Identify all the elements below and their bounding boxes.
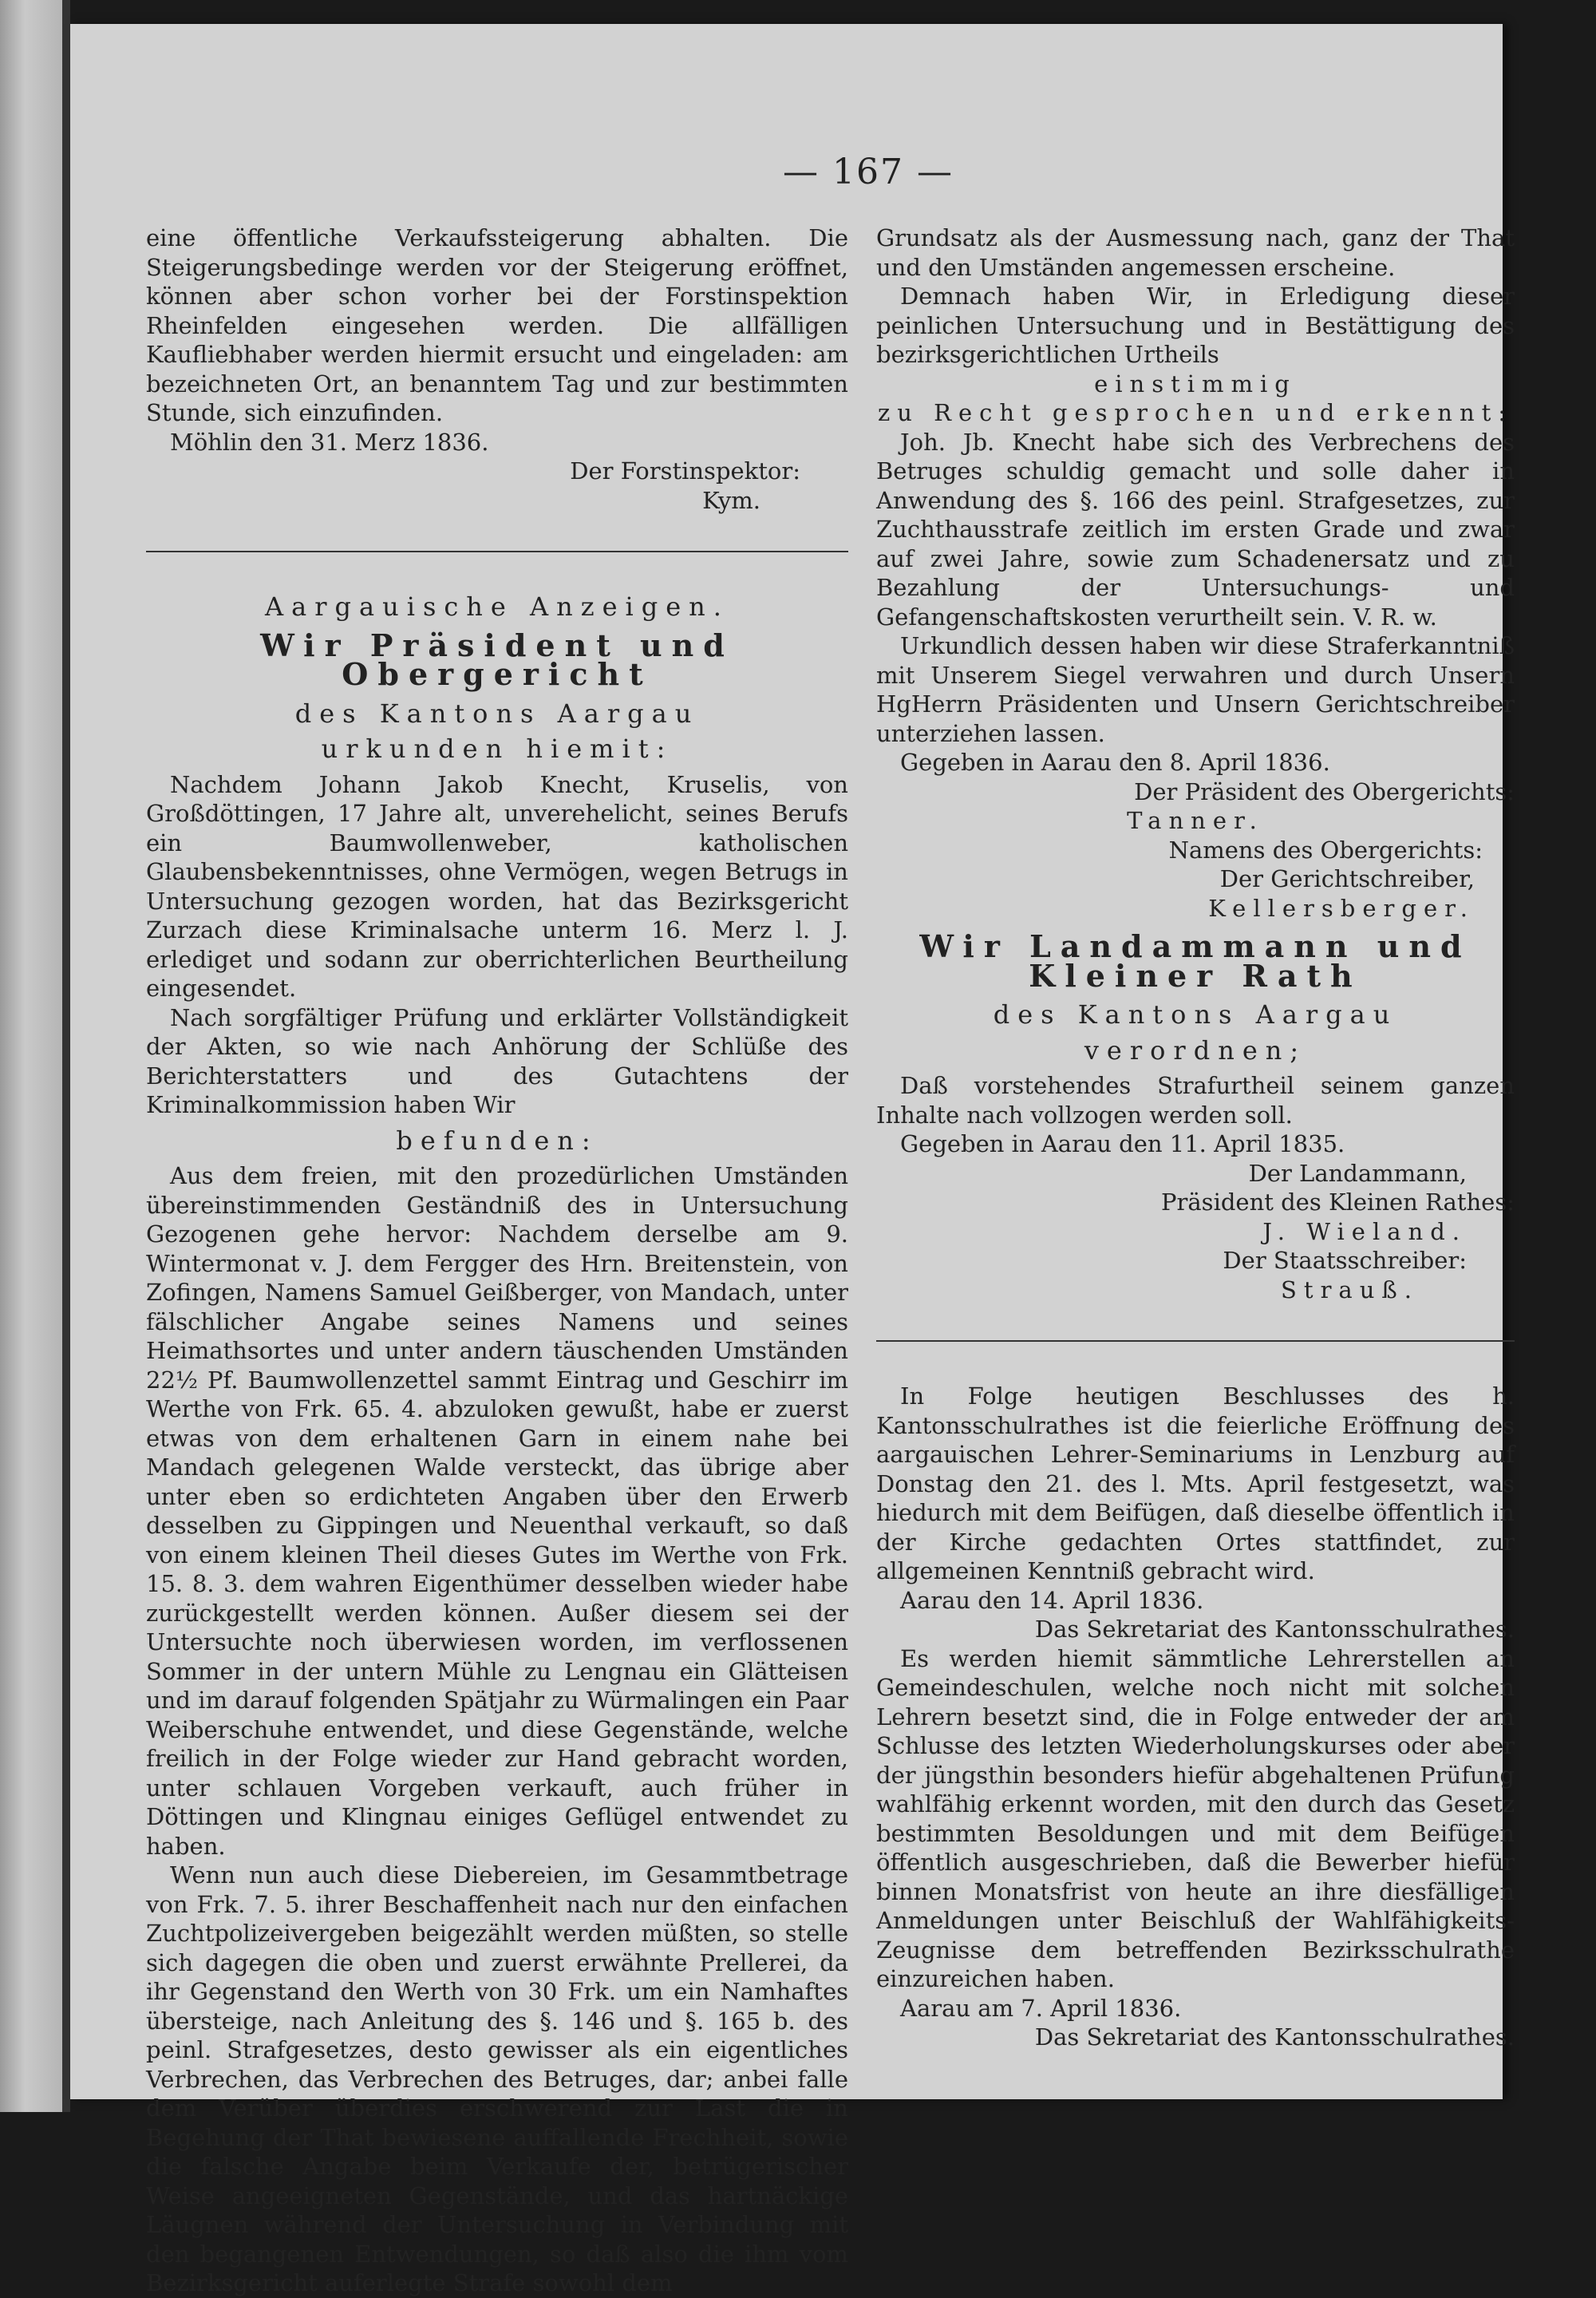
- paragraph: Wenn nun auch diese Diebereien, im Gesammtbetrage von Frk. 7. 5. ihrer Beschaffenheit nach nur den einfachen Zuchtpolizeivergeben beigezählt werden müßten, so stelle sich dagegen die oben und zuerst erwähnte Prellerei, da ihr Gegenstand den Werth von 30 Frk. um ein Namhaftes übersteige, nach Anleitung des §. 146 und §. 165 b. des peinl. Strafgesetzes, desto gewisser als ein eigentliches Verbrechen, das Verbrechen des Betruges, dar; anbei falle dem Verüber überdies erschwerend zur Last die in Begehung der That bewiesene auffallende Frechheit, sowie die falsche Angabe beim Verkaufe der, betrügerischer Weise angeeigneten Gegenstände, und das hartnäckige Läugnen während der Untersuchung in Verbindung mit den begangenen Entwendungen, so daß also die ihm vom Bezirksgericht auferlegte Strafe sowohl dem: [146, 1861, 848, 2296]
- paragraph: Demnach haben Wir, in Erledigung dieser peinlichen Untersuchung und in Bestättigung des bezirksgerichtlichen Urtheils: [876, 283, 1515, 368]
- paragraph: Aus dem freien, mit den prozedürlichen Umständen übereinstimmenden Geständniß des in Untersuchung Gezogenen gehe hervor: Nachdem derselbe am 9. Wintermonat v. J. dem Fergger des Hrn. Breitenstein, von Zofingen, Namens Samuel Geißberger, von Mandach, unter fälschlicher Angabe seines Namens und seines Heimathsortes und unter andern täuschenden Umständen 22½ Pf. Baumwollenzettel sammt Eintrag und Geschirr im Werthe von Frk. 65. 4. abzuloken gewußt, habe er zuerst etwas von dem erhaltenen Garn in einem nahe bei Mandach gelegenen Walde versteckt, das übrige aber unter eben so erdichteten Angaben über den Erwerb desselben zu Gippingen und Neuenthal verkauft, so daß von einem kleinen Theil dieses Gutes im Werthe von Frk. 15. 8. 3. dem wahren Eigenthümer desselben wieder habe zurückgestellt werden können. Außer diesem sei der Untersuchte noch überwiesen worden, im verflossenen Sommer in der untern Mühle zu Lengnau ein Glätteisen und im darauf folgenden Spätjahr zu Würmalingen ein Paar Weiberschuhe entwendet, und diese Gegenstände, welche freilich in der Folge wieder zur Hand gebracht worden, unter schlauen Vorgeben verkauft, auch früher in Döttingen und Klingnau einiges Geflügel entwendet zu haben.: [146, 1162, 848, 1860]
- verdict-unanimous: einstimmig: [1094, 370, 1297, 398]
- verdict-heading: befunden:: [396, 1125, 598, 1156]
- court-heading: Wir Präsident und Obergericht: [260, 627, 734, 692]
- council-heading: Wir Landammann und Kleiner Rath: [919, 928, 1472, 994]
- signature-name: Kellersberger.: [1208, 894, 1475, 922]
- auction-place-date: Möhlin den 31. Merz 1836.: [170, 428, 489, 456]
- signature-title: Das Sekretariat des Kantonsschulrathes.: [1034, 1616, 1515, 1643]
- section-divider: [146, 551, 848, 552]
- signature-title: Das Sekretariat des Kantonsschulrathes.: [1034, 2023, 1515, 2051]
- signature-title: Der Gerichtschreiber,: [1219, 865, 1475, 892]
- paragraph: Daß vorstehendes Strafurtheil seinem ganzen Inhalte nach vollzogen werden soll.: [876, 1072, 1515, 1129]
- auction-signature-name: Kym.: [702, 486, 760, 514]
- paragraph: Grundsatz als der Ausmessung nach, ganz der That und den Umständen angemessen erscheine.: [876, 224, 1515, 281]
- date-line: Gegeben in Aarau den 8. April 1836.: [900, 749, 1330, 776]
- signature-title: Der Präsident des Obergerichts:: [1134, 777, 1515, 805]
- signature-name: Strauß.: [1281, 1276, 1419, 1303]
- signature-name: Tanner.: [1127, 807, 1264, 834]
- book-spine: [62, 0, 70, 2112]
- right-column: [876, 223, 1515, 2052]
- signature-title: Der Staatsschreiber:: [1223, 1247, 1467, 1274]
- auction-signature-title: Der Forstinspektor:: [570, 457, 800, 485]
- left-column: [146, 223, 848, 2298]
- date-line: Aarau am 7. April 1836.: [900, 1994, 1182, 2022]
- paragraph: Es werden hiemit sämmtliche Lehrerstellen an Gemeindeschulen, welche noch nicht mit solchen Lehrern besetzt sind, die in Folge entweder der am Schlusse des letzten Wiederholungskurses oder aber der jüngsthin besonders hiefür abgehaltenen Prüfung wahlfähig erkennt worden, mit den durch das Gesetz bestimmten Besoldungen und mit dem Beifügen öffentlich ausgeschrieben, daß die Bewerber hiefür binnen Monatsfrist von heute an ihre diesfälligen Anmeldungen unter Beischluß der Wahlfähigkeits-Zeugnisse dem betreffenden Bezirksschulrathe einzureichen haben.: [876, 1644, 1515, 1992]
- section-divider: [876, 1340, 1515, 1342]
- signature-name: J. Wieland.: [1262, 1217, 1467, 1245]
- council-subheading: des Kantons Aargau: [993, 999, 1398, 1030]
- court-declaration: urkunden hiemit:: [321, 734, 674, 764]
- date-line: Gegeben in Aarau den 11. April 1835.: [900, 1130, 1345, 1157]
- paragraph: In Folge heutigen Beschlusses des h. Kantonsschulrathes ist die feierliche Eröffnung des aargauischen Lehrer-Seminariums in Lenzburg auf Donstag den 21. des l. Mts. April festgesetzt, was hiedurch mit dem Beifügen, daß dieselbe öffentlich in der Kirche gedachten Ortes stattfindet, zur allgemeinen Kenntniß gebracht wird.: [876, 1382, 1515, 1584]
- page-number: — 167 —: [783, 152, 954, 192]
- paragraph: Nach sorgfältiger Prüfung und erklärter Vollständigkeit der Akten, so wie nach Anhörung der Schlüße des Berichterstatters und des Gutachtens der Kriminalkommission haben Wir: [146, 1003, 848, 1118]
- paragraph: Joh. Jb. Knecht habe sich des Verbrechens des Betruges schuldig gemacht und solle daher in Anwendung des §. 166 des peinl. Strafgesetzes, zur Zuchthausstrafe zeitlich im ersten Grade und zwar auf zwei Jahre, sowie zum Schadenersatz und zu Bezahlung der Untersuchungs- und Gefangenschaftskosten verurtheilt sein. V. R. w.: [876, 428, 1515, 631]
- signature-title: Der Landammann,: [1248, 1159, 1467, 1187]
- council-declaration: verordnen;: [1084, 1034, 1307, 1066]
- document-page: [70, 24, 1515, 2296]
- paragraph: Urkundlich dessen haben wir diese Straferkanntniß mit Unserem Siegel verwahren und durch Unsern HgHerrn Präsidenten und Unsern Gerichtschreiber unterziehen lassen.: [876, 632, 1515, 747]
- court-subheading: des Kantons Aargau: [294, 698, 700, 729]
- signature-title: Namens des Obergerichts:: [1168, 836, 1483, 864]
- verdict-heading: zu Recht gesprochen und erkennt:: [877, 399, 1514, 426]
- signature-title: Präsident des Kleinen Rathes:: [1161, 1189, 1515, 1216]
- paragraph: Nachdem Johann Jakob Knecht, Kruselis, von Großdöttingen, 17 Jahre alt, unverehelicht, seines Berufs ein Baumwollenweber, katholischen Glaubensbekenntnisses, ohne Vermögen, wegen Betrugs in Untersuchung gezogen worden, hat das Bezirksgericht Zurzach diese Kriminalsache unterm 16. Merz l. J. erlediget und sodann zur oberrichterlichen Beurtheilung eingesendet.: [146, 770, 848, 1002]
- section-title: Aargauische Anzeigen.: [265, 591, 729, 622]
- date-line: Aarau den 14. April 1836.: [900, 1586, 1204, 1614]
- adjacent-page-edge: [0, 0, 62, 2112]
- auction-text: eine öffentliche Verkaufssteigerung abhalten. Die Steigerungsbedinge werden vor der Steigerung eröffnet, können aber schon vorher bei der Forstinspektion Rheinfelden eingesehen werden. Die allfälligen Kaufliebhaber werden hiermit ersucht und eingeladen: am bezeichneten Ort, an benanntem Tag und zur bestimmten Stunde, sich einzufinden.: [146, 224, 848, 426]
